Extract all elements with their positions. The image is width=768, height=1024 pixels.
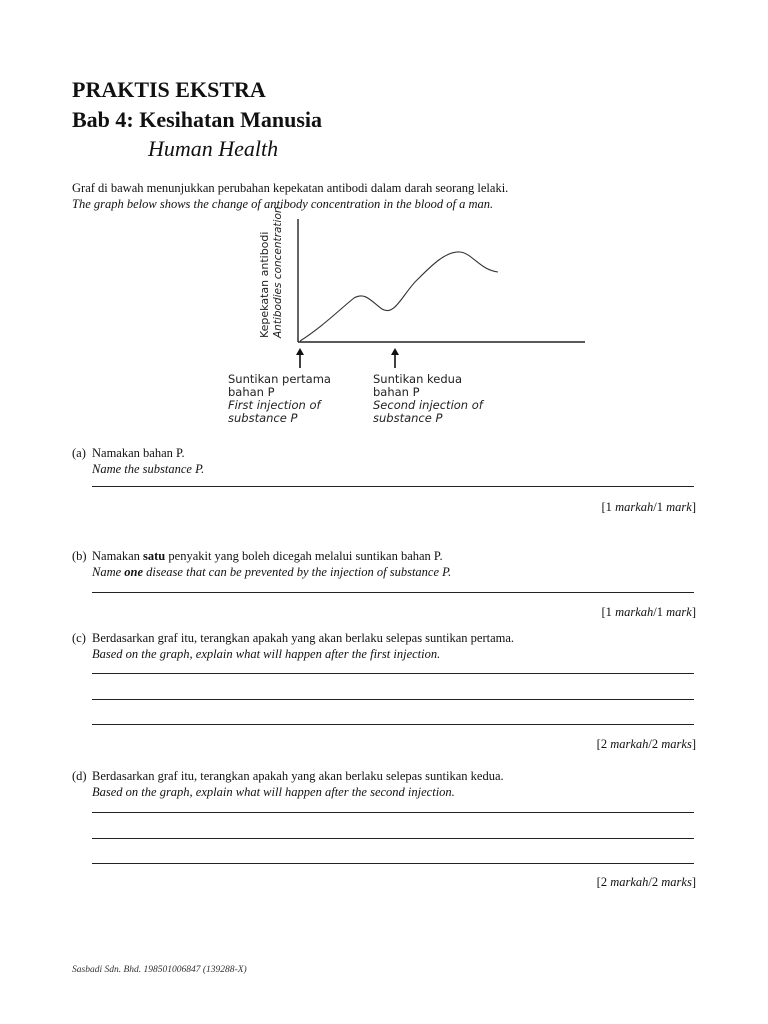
marks-a: [1 markah/1 mark]: [601, 500, 696, 514]
intro-ms: Graf di bawah menunjukkan perubahan kepekatan antibodi dalam darah seorang lelaki.: [72, 181, 509, 195]
title-line2: Bab 4: Kesihatan Manusia: [72, 107, 322, 132]
question-c-ms: Berdasarkan graf itu, terangkan apakah yang akan berlaku selepas suntikan pertama.: [92, 631, 515, 645]
title-line3: Human Health: [148, 136, 279, 161]
ylabel-ms: Kepekatan antibodi: [258, 231, 271, 338]
question-a-en: Name the substance P.: [92, 462, 205, 476]
question-c-en: Based on the graph, explain what will happen after the first injection.: [92, 647, 441, 661]
question-d-label: (d): [72, 769, 87, 783]
arrow2-ms1: Suntikan kedua: [373, 372, 462, 386]
arrow1-ms1: Suntikan pertama: [228, 372, 331, 386]
intro-en: The graph below shows the change of antibody concentration in the blood of a man.: [72, 197, 494, 211]
arrow-second-injection: [385, 348, 405, 375]
up-arrow-icon: [290, 348, 310, 370]
arrow2-ms2: bahan P: [373, 385, 420, 399]
question-d-en: Based on the graph, explain what will happen after the second injection.: [92, 785, 455, 799]
question-b-ms: Namakan satu penyakit yang boleh dicegah melalui suntikan bahan P.: [92, 549, 443, 563]
answer-line-d2[interactable]: [92, 838, 694, 839]
question-c-label: (c): [72, 631, 86, 645]
answer-line-b1[interactable]: [92, 592, 694, 593]
question-b-en: Name one disease that can be prevented by the injection of substance P.: [92, 565, 452, 579]
arrow-first-injection: [290, 348, 310, 375]
arrow2-en1: Second injection of: [373, 398, 483, 412]
marks-b: [1 markah/1 mark]: [601, 605, 696, 619]
question-d-ms: Berdasarkan graf itu, terangkan apakah yang akan berlaku selepas suntikan kedua.: [92, 769, 504, 783]
answer-line-c3[interactable]: [92, 724, 694, 725]
answer-line-c1[interactable]: [92, 673, 694, 674]
arrow1-en2: substance P: [228, 411, 298, 425]
question-a-ms: Namakan bahan P.: [92, 446, 185, 460]
title-line1: PRAKTIS EKSTRA: [72, 77, 266, 102]
arrow2-en2: substance P: [373, 411, 443, 425]
antibody-graph: [250, 206, 595, 355]
ylabel-en: Antibodies concentration: [272, 206, 284, 338]
answer-line-d3[interactable]: [92, 863, 694, 864]
answer-line-c2[interactable]: [92, 699, 694, 700]
question-b-label: (b): [72, 549, 87, 563]
up-arrow-icon: [385, 348, 405, 370]
arrow1-en1: First injection of: [228, 398, 321, 412]
antibody-curve: [300, 252, 498, 341]
antibody-graph-svg: [250, 206, 595, 355]
arrow1-ms2: bahan P: [228, 385, 275, 399]
marks-c: [2 markah/2 marks]: [596, 737, 696, 751]
answer-line-a1[interactable]: [92, 486, 694, 487]
question-a-label: (a): [72, 446, 86, 460]
answer-line-d1[interactable]: [92, 812, 694, 813]
marks-d: [2 markah/2 marks]: [596, 875, 696, 889]
publisher-footer: Sasbadi Sdn. Bhd. 198501006847 (139288-X): [72, 965, 247, 975]
